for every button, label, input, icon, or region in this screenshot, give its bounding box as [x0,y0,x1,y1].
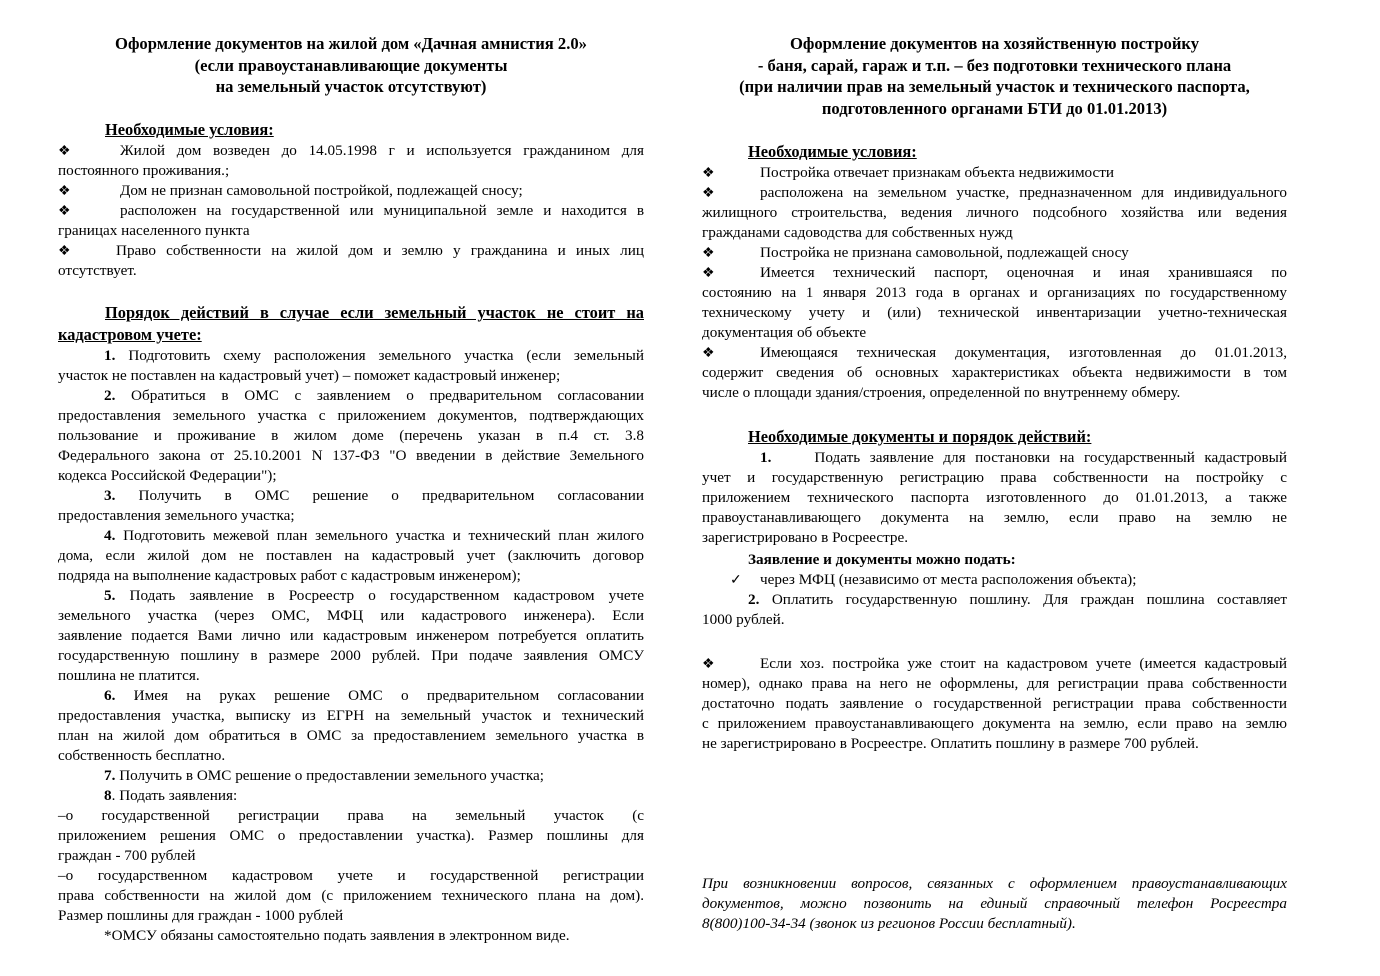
note-line [702,654,1287,674]
docs-heading: Необходимые документы и порядок действий: [748,427,1092,446]
note-line [702,674,1287,694]
docs-step-line [702,468,1287,488]
line-text: Имея на руках решение ОМС о предварительном согласовании [115,687,644,704]
line-text: Получить в ОМС решение о предварительном согласовании [115,487,644,504]
step-line [58,486,644,506]
condition-line: ❖ Жилой дом возведен до 14.05.1998 г и используется гражданином для [58,141,644,161]
right-title-line: - баня, сарай, гараж и т.п. – без подготовки технического плана [757,55,1232,75]
line-text: техническому учету и (или) технической инвентаризации учетно-техническая [702,304,1287,321]
docs-step-line [702,590,1287,610]
line-text: Размер пошлины для граждан - 1000 рублей [58,907,344,924]
step-number: 2. [104,387,116,404]
line-text: права собственности на жилой дом (с приложением технического плана на дом). [58,887,644,904]
condition-line: ❖ расположен на государственной или муниципальной земле и находится в [58,201,644,221]
line-text: Подготовить схему расположения земельного участка (если земельный [115,347,644,364]
step-line [58,646,644,666]
step-line [58,606,644,626]
line-text: Постройка отвечает признакам объекта недвижимости [760,164,1115,181]
line-text: заявление подается Вами лично или кадастровым инженером потребуется оплатить [58,627,644,644]
line-text: учет и государственную регистрацию права собственности на постройку с [702,469,1287,486]
bullet-icon: ❖ [702,266,715,281]
line-text: достаточно подать заявление о государственной регистрации права собственности [702,695,1287,712]
docs-step-line [702,488,1287,508]
left-title [58,33,644,98]
line-text: Подготовить межевой план земельного участка и технический план жилого [115,527,644,544]
condition-line [702,383,1287,403]
line-text: правоустанавливающего документа на землю, если право на землю не [702,509,1287,526]
sub-item-line [58,886,644,906]
bullet-icon: ❖ [702,186,715,201]
line-text: предоставления участка, выписку из ЕГРН на земельный участок и технический [58,707,644,724]
bullet-icon: ❖ [702,657,715,672]
submit-item [702,570,1287,590]
line-text: граждан - 700 рублей [58,847,196,864]
condition-line [702,323,1287,343]
line-text: Постройка не признана самовольной, подлежащей сносу [760,244,1129,261]
docs-step-line [702,610,1287,630]
line-text: план на жилой дом обратиться в ОМС за предоставлением земельного участка в [58,727,644,744]
step-line [58,446,644,466]
left-conditions-heading: Необходимые условия: [105,120,274,139]
line-text: документация об объекте [702,324,867,341]
bullet-icon: ❖ [58,244,71,259]
footnote [58,926,644,946]
step-line [58,666,644,686]
step-line [58,706,644,726]
condition-line: границах населенного пункта [58,222,250,239]
line-text: –о государственном кадастровом учете и государственной регистрации [58,867,644,884]
step-number: 8 [104,787,112,804]
step-line [58,506,644,526]
line-text: Оплатить государственную пошлину. Для граждан пошлина составляет [759,591,1287,608]
line-text: Подать заявление в Росреестр о государственном кадастровом учете [115,587,644,604]
step-line [58,786,644,806]
procedure-heading: Порядок действий в случае если земельный участок не стоит на [105,303,644,322]
docs-step-line [702,508,1287,528]
step-number: 1. [760,449,772,466]
contact-line [702,914,1287,934]
line-text: Подать заявление для постановки на государственный кадастровый [814,449,1287,466]
line-text: предоставления земельного участка; [58,507,295,524]
condition-line [702,283,1287,303]
step-line [58,426,644,446]
line-text: документов, можно позвонить на единый справочный телефон Росреестра [702,895,1287,912]
step-line [58,546,644,566]
line-text: Федерального закона от 25.10.2001 N 137-ФЗ "О введении в действие Земельного [58,447,644,464]
line-text: состоянию на 1 января 2013 года в органах и организациях по государственному [702,284,1287,301]
bullet-icon: ❖ [58,144,71,159]
note-line [702,694,1287,714]
condition-line: отсутствует. [58,262,137,279]
line-text: предоставления земельного участка с приложением документов, подтверждающих [58,407,644,424]
sub-item-line [58,826,644,846]
step-number: 4. [104,527,116,544]
step-line [58,526,644,546]
sub-item-line [58,846,644,866]
line-text: приложением технического паспорта изготовленного до 01.01.2013, а также [702,489,1287,506]
left-title-line: на земельный участок отсутствуют) [215,77,487,96]
line-text: . Подать заявления: [111,787,238,804]
line-text: Обратиться в ОМС с заявлением о предварительном согласовании [115,387,644,404]
bullet-icon: ❖ [702,346,715,361]
line-text: 8(800)100-34-34 (звонок из регионов России бесплатный). [702,915,1076,932]
condition-line [702,363,1287,383]
condition-line [702,223,1287,243]
bullet-icon: ❖ [702,246,715,261]
note-line [702,734,1287,754]
right-title [702,33,1287,119]
condition-line [702,243,1287,263]
step-line [58,386,644,406]
step-line [58,346,644,366]
step-line [58,686,644,706]
step-number: 3. [104,487,116,504]
bullet-icon: ❖ [58,204,71,219]
line-text: с приложением правоустанавливающего документа на землю, если право на землю [702,715,1287,732]
right-conditions-heading: Необходимые условия: [748,142,917,161]
step-line [58,726,644,746]
step-line [58,746,644,766]
step-number: 7. [104,767,116,784]
step-line [58,626,644,646]
condition-line [702,203,1287,223]
line-text: кодекса Российской Федерации"); [58,467,277,484]
sub-item-line [58,806,644,826]
line-text: земельного участка (через ОМС, МФЦ или кадастрового инженера). Если [58,607,644,624]
line-text: числе о площади здания/строения, определенной по внутреннему обмеру. [702,384,1181,401]
step-number: 2. [748,591,760,608]
line-text: участок не поставлен на кадастровый учет) – поможет кадастровый инженер; [58,367,561,384]
left-title-line: (если правоустанавливающие документы [194,55,508,75]
line-text: государственную пошлину в размере 2000 рублей. При подаче заявления ОМСУ [58,647,644,664]
sub-item-line [58,906,644,926]
condition-line [702,343,1287,363]
line-text: номер), однако права на него не оформлены, для регистрации права собственности [702,675,1287,692]
condition-line [702,183,1287,203]
contact-line [702,874,1287,894]
step-line [58,566,644,586]
right-title-line: подготовленного органами БТИ до 01.01.2013) [821,98,1168,118]
condition-line: ❖ Право собственности на жилой дом и землю у гражданина и иных лиц [58,241,644,261]
line-text: При возникновении вопросов, связанных с оформлением правоустанавливающих [702,875,1287,892]
docs-step-line [702,448,1287,468]
line-text: содержит сведения об основных характеристиках объекта недвижимости в том [702,364,1287,381]
step-number: 6. [104,687,116,704]
condition-line [702,163,1287,183]
line-text: дома, если жилой дом не поставлен на кадастровый учет (заключить договор [58,547,644,564]
bullet-icon: ❖ [702,166,715,181]
line-text: –о государственной регистрации права на земельный участок (с [58,807,644,824]
line-text: Имеющаяся техническая документация, изготовленная до 01.01.2013, [760,344,1287,361]
line-text: Имеется технический паспорт, оценочная и иная хранившаяся по [760,264,1287,281]
step-line [58,406,644,426]
line-text: собственность бесплатно. [58,747,226,764]
step-line [58,366,644,386]
line-text: *ОМСУ обязаны самостоятельно подать заявления в электронном виде. [104,927,570,944]
line-text: приложением решения ОМС о предоставлении участка). Размер пошлины для [58,827,644,844]
condition-line [702,303,1287,323]
condition-line [702,263,1287,283]
line-text: не зарегистрировано в Росреестре. Оплатить пошлину в размере 700 рублей. [702,735,1199,752]
step-number: 5. [104,587,116,604]
line-text: расположена на земельном участке, предназначенном для индивидуального [760,184,1287,201]
left-title-line: Оформление документов на жилой дом «Дачная амнистия 2.0» [115,34,587,53]
step-line [58,766,644,786]
line-text: Получить в ОМС решение о предоставлении земельного участка; [115,767,544,784]
line-text: Если хоз. постройка уже стоит на кадастровом учете (имеется кадастровый [760,655,1287,672]
submit-heading: Заявление и документы можно подать: [748,551,1016,568]
line-text: пользование и проживание в жилом доме (перечень указан в п.4 ст. 3.8 [58,427,644,444]
condition-line: ❖ Дом не признан самовольной постройкой, подлежащей сносу; [58,181,644,201]
line-text: жилищного строительства, ведения личного подсобного хозяйства или ведения [702,204,1287,221]
checkmark-icon: ✓ [730,573,742,588]
right-title-line: Оформление документов на хозяйственную постройку [789,34,1200,53]
sub-item-line [58,866,644,886]
line-text: через МФЦ (независимо от места расположения объекта); [760,571,1137,588]
note-line [702,714,1287,734]
line-text: пошлина не платится. [58,667,200,684]
line-text: 1000 рублей. [702,611,785,628]
right-title-line: (при наличии прав на земельный участок и технического паспорта, [739,77,1250,96]
procedure-heading: кадастровом учете: [58,325,202,344]
step-number: 1. [104,347,116,364]
docs-step-line [702,528,1287,548]
line-text: зарегистрировано в Росреестре. [702,529,909,546]
line-text: подряда на выполнение кадастровых работ с кадастровым инженером); [58,567,521,584]
step-line [58,466,644,486]
contact-line [702,894,1287,914]
bullet-icon: ❖ [58,184,71,199]
step-line [58,586,644,606]
line-text: гражданами садоводства для собственных нужд [702,224,1013,241]
condition-line: постоянного проживания.; [58,162,230,179]
